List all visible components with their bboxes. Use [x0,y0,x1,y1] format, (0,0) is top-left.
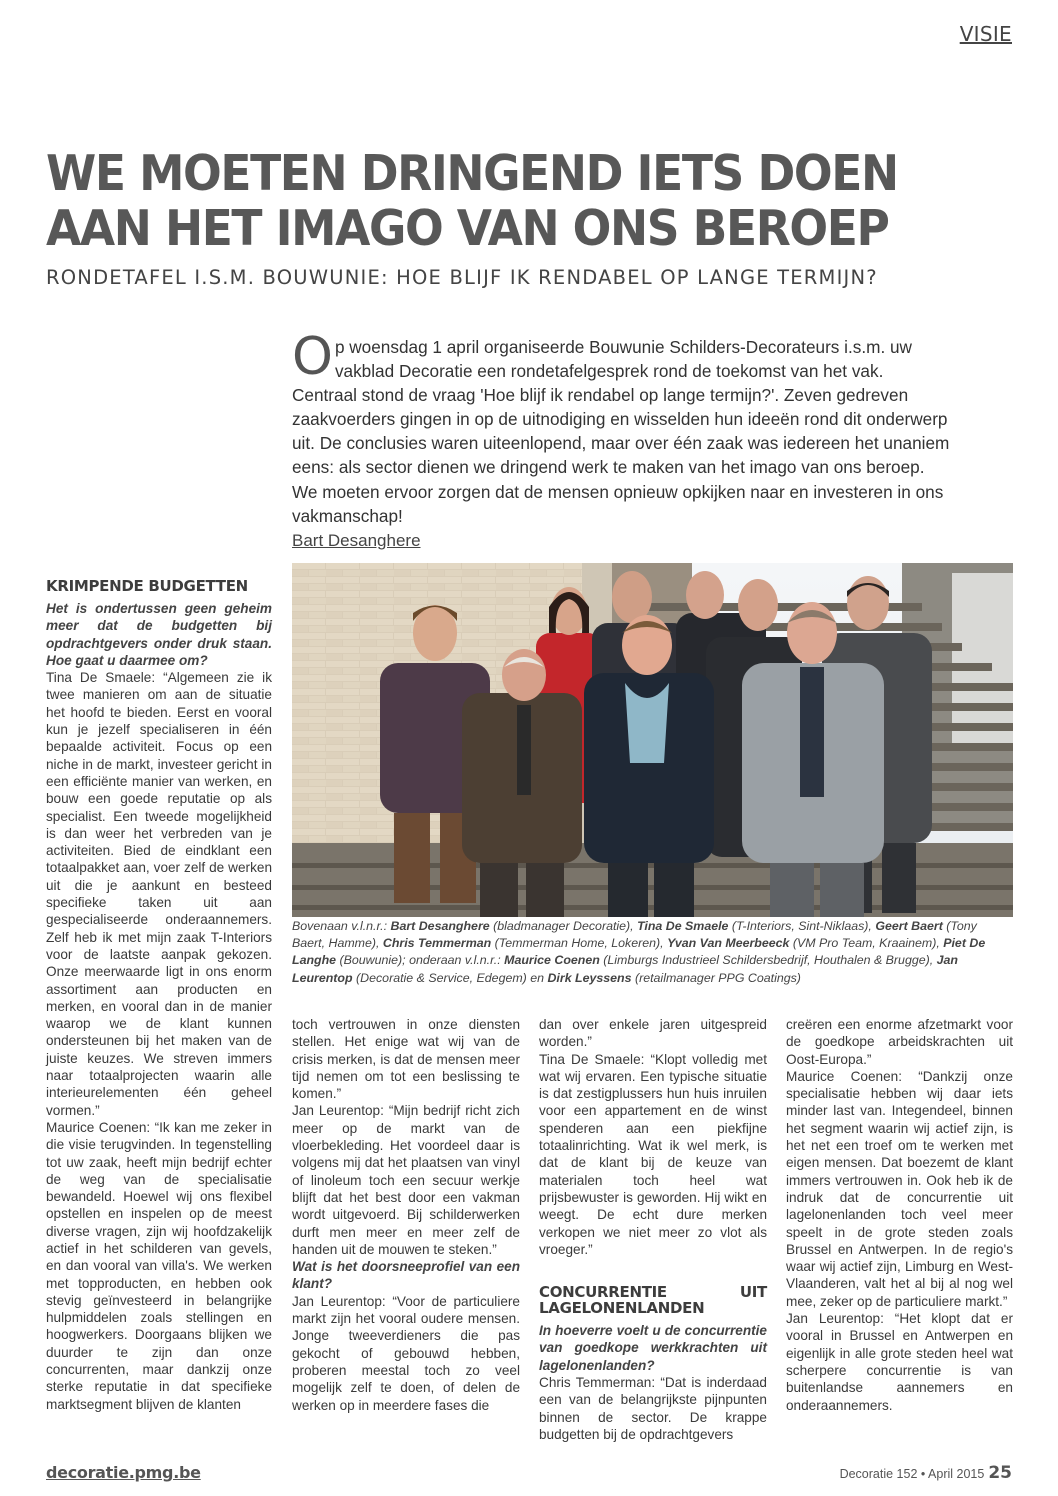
footer-issue [840,1463,1012,1483]
group-photo [292,563,1013,917]
interview-answer: Jan Leurentop: “Mijn bedrijf richt zich meer op de markt van de vloerbekleding. Het voordeel daar is volgens mij dat het plaatsen van vinyl of linoleum toch een secuur werkje blijft dat het best door een vakman wordt uitgevoerd. Bij schilderwerken durft men meer en meer zelf de handen uit de mouwen te steken.” [292,1103,520,1257]
column-4 [786,1016,1013,1414]
caption-text: (Decoratie & Service, Edegem) en [352,970,548,985]
caption-name: Bart Desanghere [390,919,490,933]
section-heading-competition: CONCURRENTIE UIT LAGELONENLANDEN [539,1283,767,1318]
subheadline: RONDETAFEL I.S.M. BOUWUNIE: HOE BLIJF IK RENDABEL OP LANGE TERMIJN? [46,266,878,289]
interview-question: Wat is het doorsneeprofiel van een klant? [292,1259,520,1292]
caption-name: Jan Leurentop [292,953,958,985]
dropcap: O [292,327,333,387]
column-2 [292,1016,520,1414]
caption-name: Dirk Leyssens [547,970,632,985]
interview-answer: Tina De Smaele: “Algemeen zie ik twee manieren om aan de situatie het hoofd te bieden. Eerst en vooral kun je jezelf specialiseren in één bepaalde activiteit. Focus op een niche in de markt, investeer gericht in een efficiënte manier van werken, en bouw een goede reputatie op als specialist. Een tweede mogelijkheid is dan weer het verbreden van je activiteiten. Bied de eindklant een totaalpakket aan, voer zelf de werken uit die je aankunt en besteed specifieke taken uit aan gespecialiseerde onderaannemers. Zelf heb ik met mijn zaak T-Interiors voor de laatste aanpak gekozen. Onze meerwaarde ligt in ons enorm assortiment aan producten en merken, en vooral dan in de manier waarop we de klant kunnen ondersteunen bij het maken van de juiste keuzes. We streven immers naar totaalprojecten waarin alle interieurelementen één geheel vormen.” [46,670,272,1118]
author-byline[interactable]: Bart Desanghere [292,531,421,550]
caption-text: (VM Pro Team, Kraainem), [789,936,944,951]
caption-name: Tina De Smaele [637,919,729,933]
interview-answer: toch vertrouwen in onze diensten stellen. Het enige wat wij van de crisis merken, is dat de mensen meer tijd nemen om tot een beslissing te komen.” [292,1017,520,1102]
interview-question: In hoeverre voelt u de concurrentie van goedkope werkkrachten uit lagelonenlanden? [539,1323,767,1373]
caption-text: (Bouwunie); onderaan v.l.n.r.: [336,953,505,968]
interview-answer: dan over enkele jaren uitgespreid worden.” [539,1017,767,1050]
section-heading-budgets: KRIMPENDE BUDGETTEN [46,577,248,595]
intro-paragraph [292,327,952,528]
caption-text: (T-Interiors, Sint-Niklaas), [728,919,876,933]
caption-name: Piet De Langhe [292,936,986,968]
headline-line-2: AAN HET IMAGO VAN ONS BEROEP [46,200,889,257]
headline [46,146,939,256]
caption-name: Geert Baert [875,919,943,933]
intro-text: p woensdag 1 april organiseerde Bouwunie Schilders-Decorateurs i.s.m. uw vakblad Decoratie een rondetafelgesprek rond de toekomst van het vak. Centraal stond de vraag 'Hoe blijf ik rendabel op lange termijn?'. Zeven gedreven zaakvoerders gingen in op de uitnodiging en wisselden hun ideeën rond dit onderwerp uit. De conclusies waren uiteenlopend, maar over één zaak was iedereen het unaniem eens: als sector dienen we dringend werk te maken van het imago van ons beroep. We moeten ervoor zorgen dat de mensen opnieuw opkijken naar en investeren in ons vakmanschap! [292,337,950,526]
section-tag: VISIE [959,22,1012,46]
interview-answer: Chris Temmerman: “Dat is inderdaad een van de belangrijkste pijnpunten binnen de sector. De krappe budgetten bij de opdrachtgevers [539,1375,767,1442]
issue-info: Decoratie 152 • April 2015 [839,1467,985,1481]
headline-line-1: WE MOETEN DRINGEND IETS DOEN [46,145,898,202]
caption-text: Bovenaan v.l.n.r.: [292,919,391,933]
caption-text: (Limburgs Industrieel Schildersbedrijf, Houthalen & Brugge), [599,953,937,968]
interview-answer: creëren een enorme afzetmarkt voor de goedkope arbeidskrachten uit Oost-Europa.” [786,1017,1013,1067]
interview-answer: Tina De Smaele: “Klopt volledig met wat wij ervaren. Een typische situatie is dat zestigplussers hun huis inruilen voor een appartement en de winst spenderen aan een piekfijne totaalinrichting. Wat ik wel merk, is dat de klant bij de keuze van materialen toch heel wat prijsbewuster is geworden. Hij wikt en weegt. De echt dure merken verkopen we niet meer zo vlot als vroeger.” [539,1051,767,1257]
caption-name: Maurice Coenen [504,953,600,968]
column-1 [46,578,272,1413]
photo-caption [292,918,1013,987]
caption-text: (bladmanager Decoratie), [489,919,638,933]
caption-text: (Temmerman Home, Lokeren), [491,936,668,951]
interview-question: Het is ondertussen geen geheim meer dat de budgetten bij opdrachtgevers onder druk staan. Hoe gaat u daarmee om? [46,601,272,668]
caption-text: (Tony Baert, Hamme), [292,919,977,951]
page-number: 25 [988,1463,1012,1483]
caption-name: Chris Temmerman [382,936,492,951]
interview-answer: Maurice Coenen: “Dankzij onze specialisatie hebben wij daar iets minder last van. Integendeel, binnen het segment waarin wij actief zijn, is het net een troef om te werken met eigen mensen. Dat boezemt de klant immers vertrouwen in. Ook heb ik de indruk dat de concurrentie uit lagelonenlanden toch veel meer speelt in de grote steden zoals Brussel en Antwerpen. In de regio's waar wij actief zijn, Limburg en West-Vlaanderen, valt het al bij al nog wel mee, zeker op de particuliere markt.” [786,1068,1013,1309]
interview-answer: Maurice Coenen: “Ik kan me zeker in die visie terugvinden. In tegenstelling tot uw zaak, heeft mijn bedrijf echter de weg van de specialisatie bewandeld. Hoewel wij ons flexibel opstellen en inspelen op de meest diverse vragen, zijn wij hoofdzakelijk actief in het schilderen van gevels, en dan vooral van villa's. We werken met topproducten, en hebben ook stevig geïnvesteerd in belangrijke hulpmiddelen zoals stellingen en hoogwerkers. Doorgaans blijken we duurder te zijn dan onze concurrenten, maar dankzij onze sterke reputatie in dat specifieke marktsegment blijven de klanten [46,1119,272,1412]
caption-name: Yvan Van Meerbeeck [667,936,790,951]
column-3 [539,1016,767,1443]
footer-site-link[interactable]: decoratie.pmg.be [46,1463,201,1482]
interview-answer: Jan Leurentop: “Voor de particuliere markt zijn het vooral oudere mensen. Jonge tweeverdieners die pas gekocht of gebouwd hebben, proberen meestal toch zo veel mogelijk zelf te doen, of delen de werken op in meerdere fases die [292,1293,520,1413]
caption-text: (retailmanager PPG Coatings) [631,970,801,985]
interview-answer: Jan Leurentop: “Het klopt dat er vooral in Brussel en Antwerpen en eigenlijk in alle grote steden heel wat scherpere concurrentie is van buitenlandse aannemers en onderaannemers. [786,1311,1013,1413]
